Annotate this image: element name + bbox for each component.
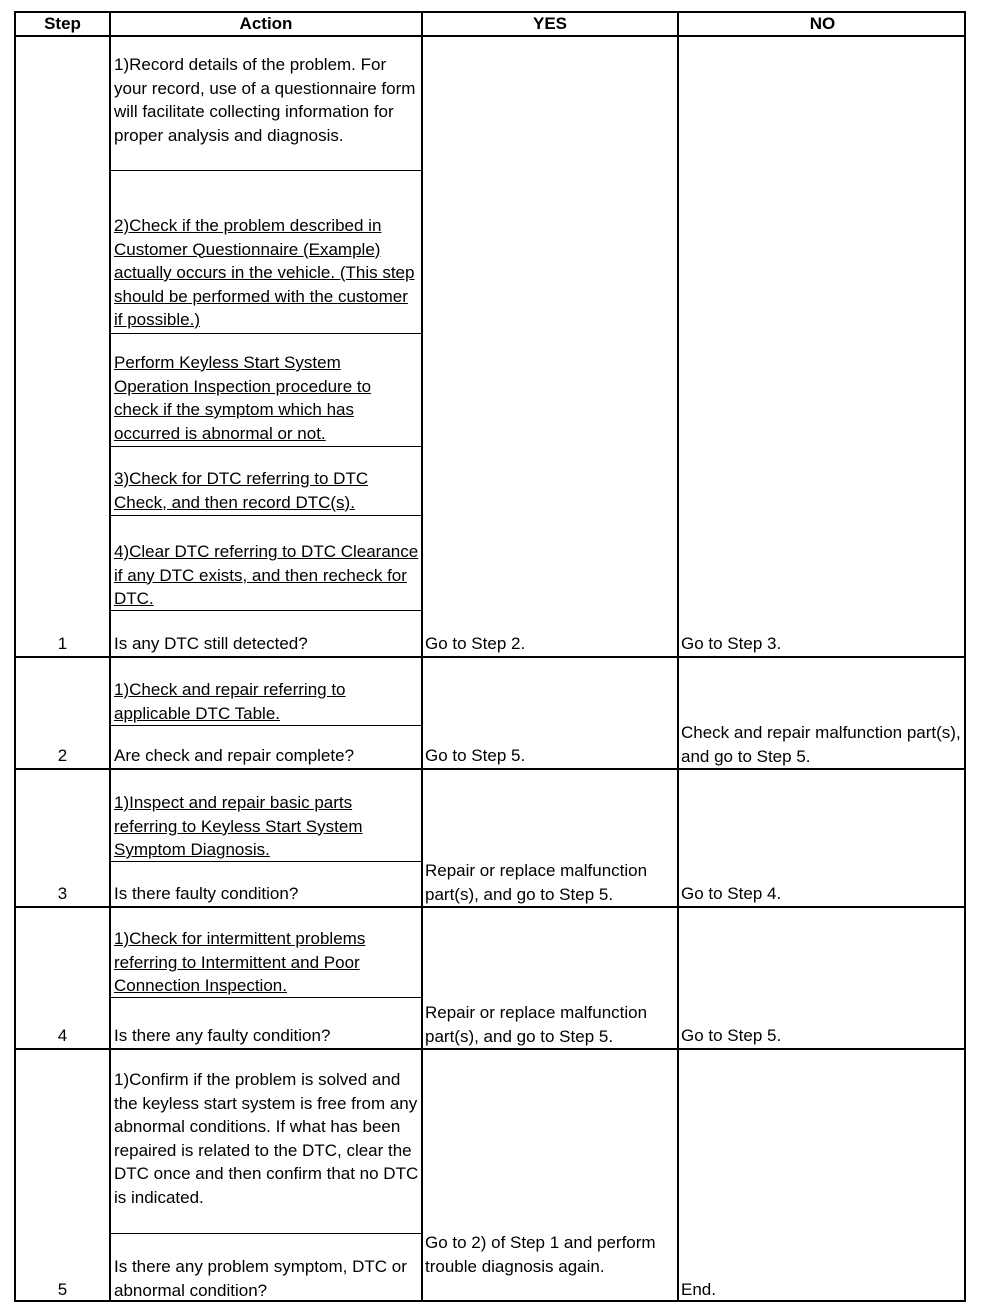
question-text: Is there any faulty condition? <box>114 1026 331 1045</box>
action-divider <box>111 446 421 447</box>
question-text: Is there any problem symptom, DTC or abnormal condition? <box>114 1257 407 1300</box>
action-text: 1)Record details of the problem. For your record, use of a questionnaire form will facilitate collecting information for proper analysis and diagnosis. <box>114 55 416 145</box>
action-link[interactable]: Perform Keyless Start System Operation Inspection procedure to check if the symptom which has occurred is abnormal or not. <box>114 353 372 443</box>
action-link[interactable]: 1)Inspect and repair basic parts referring to Keyless Start System Symptom Diagnosis. <box>114 793 363 859</box>
action-divider <box>111 170 421 171</box>
yes-result: Repair or replace malfunction part(s), and go to Step 5. <box>425 861 648 904</box>
question-text: Is there faulty condition? <box>114 884 299 903</box>
row-divider <box>16 35 964 37</box>
no-result: End. <box>681 1280 716 1299</box>
action-link[interactable]: 3)Check for DTC referring to DTC Check, and then record DTC(s). <box>114 469 369 512</box>
action-divider <box>111 515 421 516</box>
header-no: NO <box>809 14 836 33</box>
row-divider <box>16 1048 964 1050</box>
no-result: Go to Step 5. <box>681 1026 782 1045</box>
action-divider <box>111 1233 421 1234</box>
row-divider <box>16 906 964 908</box>
row-divider <box>16 656 964 658</box>
yes-result: Go to Step 2. <box>425 634 526 653</box>
no-result: Go to Step 4. <box>681 884 782 903</box>
no-result: Go to Step 3. <box>681 634 782 653</box>
step-number: 1 <box>57 634 68 653</box>
step-number: 4 <box>57 1026 68 1045</box>
row-divider <box>16 768 964 770</box>
header-yes: YES <box>532 14 568 33</box>
step-number: 3 <box>57 884 68 903</box>
action-link[interactable]: 1)Check and repair referring to applicable DTC Table. <box>114 680 346 723</box>
yes-result: Go to 2) of Step 1 and perform trouble diagnosis again. <box>425 1233 656 1276</box>
action-text: 1)Confirm if the problem is solved and the keyless start system is free from any abnormal conditions. If what has been repaired is related to the DTC, clear the DTC once and then confirm that no DTC is indicated. <box>114 1070 419 1207</box>
diagnosis-table <box>14 11 966 1302</box>
question-text: Is any DTC still detected? <box>114 634 308 653</box>
action-divider <box>111 725 421 726</box>
header-action: Action <box>239 14 293 33</box>
header-step: Step <box>44 14 81 33</box>
yes-result: Repair or replace malfunction part(s), and go to Step 5. <box>425 1003 648 1046</box>
step-number: 5 <box>57 1280 68 1299</box>
action-divider <box>111 333 421 334</box>
step-number: 2 <box>57 746 68 765</box>
yes-result: Go to Step 5. <box>425 746 526 765</box>
action-link[interactable]: 1)Check for intermittent problems referring to Intermittent and Poor Connection Inspection. <box>114 929 366 995</box>
question-text: Are check and repair complete? <box>114 746 355 765</box>
action-link[interactable]: 2)Check if the problem described in Customer Questionnaire (Example) actually occurs in the vehicle. (This step should be performed with the customer if possible.) <box>114 216 415 329</box>
no-result: Check and repair malfunction part(s), and go to Step 5. <box>681 723 961 766</box>
action-link[interactable]: 4)Clear DTC referring to DTC Clearance if any DTC exists, and then recheck for DTC. <box>114 542 419 608</box>
